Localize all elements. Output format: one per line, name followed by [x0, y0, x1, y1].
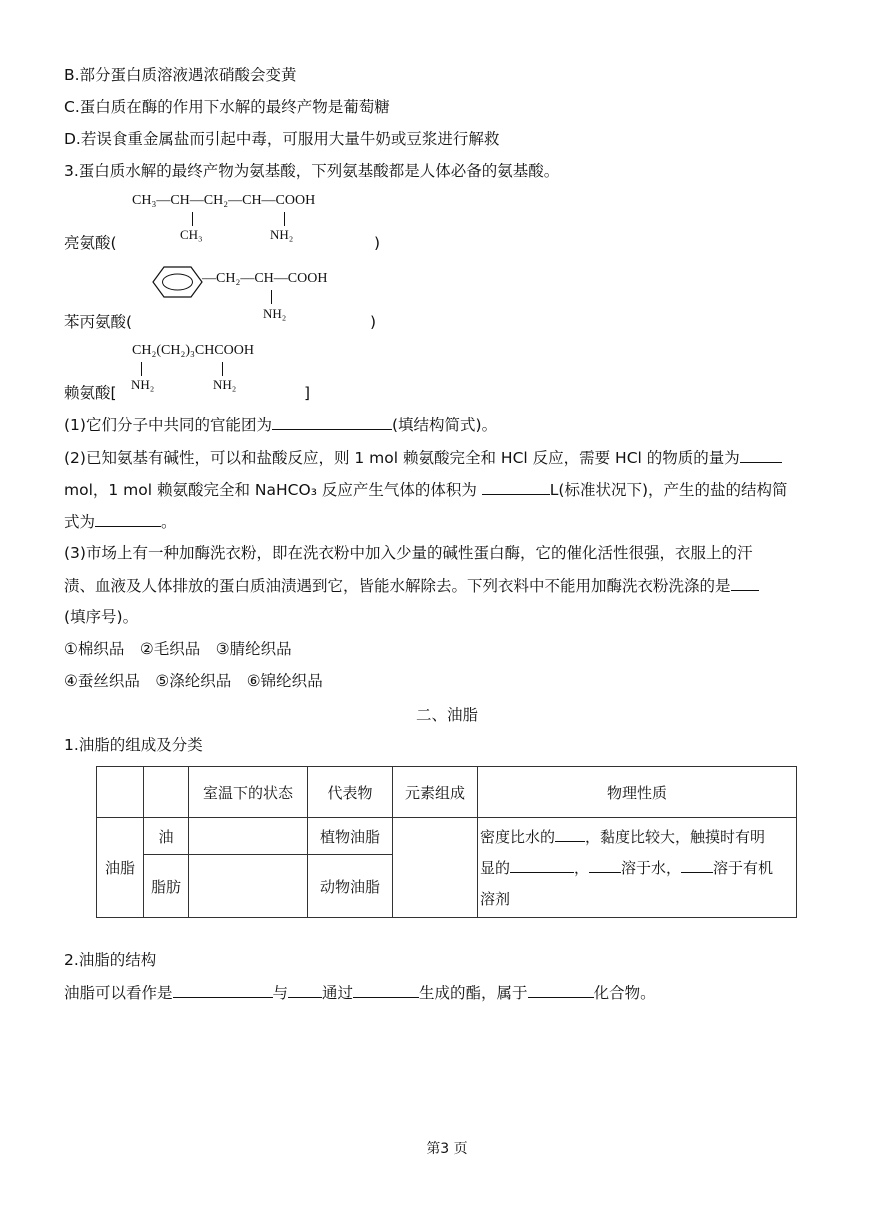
phenylalanine-formula-main: —CH₂—CH—COOH [202, 271, 328, 286]
fat-properties-table [96, 766, 797, 918]
option-d: D.若误食重金属盐而引起中毒，可服用大量牛奶或豆浆进行解救 [64, 130, 500, 148]
table-cell: 动物油脂 [308, 855, 393, 918]
answer-blank[interactable] [272, 413, 392, 430]
leucine-bond-2 [284, 212, 285, 226]
answer-blank[interactable] [731, 574, 759, 591]
section-title: 二、油脂 [415, 706, 478, 724]
answer-blank[interactable] [740, 446, 782, 463]
lysine-nh2-b: NH₂ [213, 377, 237, 392]
table-header-cell: 代表物 [308, 767, 393, 818]
lysine-nh2-a: NH₂ [131, 377, 155, 392]
answer-blank[interactable] [353, 981, 419, 998]
table-group-cell: 油脂 [97, 818, 144, 918]
table-cell [144, 767, 189, 818]
answer-blank[interactable] [173, 981, 273, 998]
physical-properties-cell: 密度比水的 ，黏度比较大，触摸时有明 显的 ， 溶于水， 溶于有机 溶剂 [478, 818, 797, 918]
subquestion-3-line-3: (填序号)。 [64, 608, 139, 626]
lysine-formula-main: CH₂(CH₂)₃CHCOOH [132, 343, 254, 358]
answer-blank[interactable] [95, 510, 161, 527]
phenylalanine-bond [271, 290, 272, 304]
table-cell-blank[interactable] [189, 818, 308, 855]
answer-blank[interactable] [555, 825, 585, 842]
phenylalanine-close: ) [370, 313, 377, 331]
options-row-1: ①棉织品 ②毛织品 ③腈纶织品 [64, 640, 292, 658]
leucine-close: ) [374, 234, 381, 252]
answer-blank[interactable] [510, 856, 574, 873]
subquestion-2-line-1: (2)已知氨基有碱性，可以和盐酸反应，则 1 mol 赖氨酸完全和 HCl 反应，需要 HCl 的物质的量为 [64, 446, 782, 469]
lysine-bond-1 [141, 362, 142, 376]
answer-blank[interactable] [681, 856, 713, 873]
leucine-nh2: NH₂ [270, 227, 294, 242]
section-2-q2: 2.油脂的结构 [64, 951, 157, 969]
table-cell: 植物油脂 [308, 818, 393, 855]
table-cell-blank[interactable] [189, 855, 308, 918]
lysine-close: ] [304, 384, 311, 402]
answer-blank[interactable] [482, 478, 550, 495]
subquestion-3-line-1: (3)市场上有一种加酶洗衣粉，即在洗衣粉中加入少量的碱性蛋白酶，它的催化活性很强，衣服上的汗 [64, 544, 753, 562]
subquestion-2-line-2: mol，1 mol 赖氨酸完全和 NaHCO₃ 反应产生气体的体积为 L(标准状况下)，产生的盐的结构简 [64, 478, 788, 501]
lysine-bond-2 [222, 362, 223, 376]
leucine-ch3-branch: CH₃ [180, 227, 203, 242]
option-b: B.部分蛋白质溶液遇浓硝酸会变黄 [64, 66, 297, 84]
phenylalanine-label: 苯丙氨酸( [64, 313, 133, 331]
leucine-formula-main: CH₃—CH—CH₂—CH—COOH [132, 193, 316, 208]
phenylalanine-nh2: NH₂ [263, 306, 287, 321]
subquestion-3-line-2: 渍、血液及人体排放的蛋白质油渍遇到它，皆能水解除去。下列衣料中不能用加酶洗衣粉洗涤的是 [64, 574, 759, 597]
page-number: 第3 页 [426, 1141, 468, 1157]
answer-blank[interactable] [528, 981, 594, 998]
subquestion-2-line-3: 式为 。 [64, 510, 177, 533]
section-2-q2-text: 油脂可以看作是 与 通过 生成的酯，属于 化合物。 [64, 981, 656, 1004]
question-3: 3.蛋白质水解的最终产物为氨基酸，下列氨基酸都是人体必备的氨基酸。 [64, 162, 560, 180]
leucine-label: 亮氨酸( [64, 234, 117, 252]
table-cell: 脂肪 [144, 855, 189, 918]
leucine-bond-1 [192, 212, 193, 226]
table-cell-blank[interactable] [393, 818, 478, 918]
table-cell: 油 [144, 818, 189, 855]
table-header-cell: 物理性质 [478, 767, 797, 818]
options-row-2: ④蚕丝织品 ⑤涤纶织品 ⑥锦纶织品 [64, 672, 323, 690]
table-cell [97, 767, 144, 818]
section-2-q1: 1.油脂的组成及分类 [64, 736, 203, 754]
option-c: C.蛋白质在酶的作用下水解的最终产物是葡萄糖 [64, 98, 390, 116]
answer-blank[interactable] [288, 981, 322, 998]
subquestion-1: (1)它们分子中共同的官能团为 (填结构简式)。 [64, 413, 497, 436]
table-row [97, 818, 797, 855]
table-header-row [97, 767, 797, 818]
lysine-label: 赖氨酸[ [64, 384, 117, 402]
answer-blank[interactable] [589, 856, 621, 873]
table-header-cell: 室温下的状态 [189, 767, 308, 818]
table-header-cell: 元素组成 [393, 767, 478, 818]
